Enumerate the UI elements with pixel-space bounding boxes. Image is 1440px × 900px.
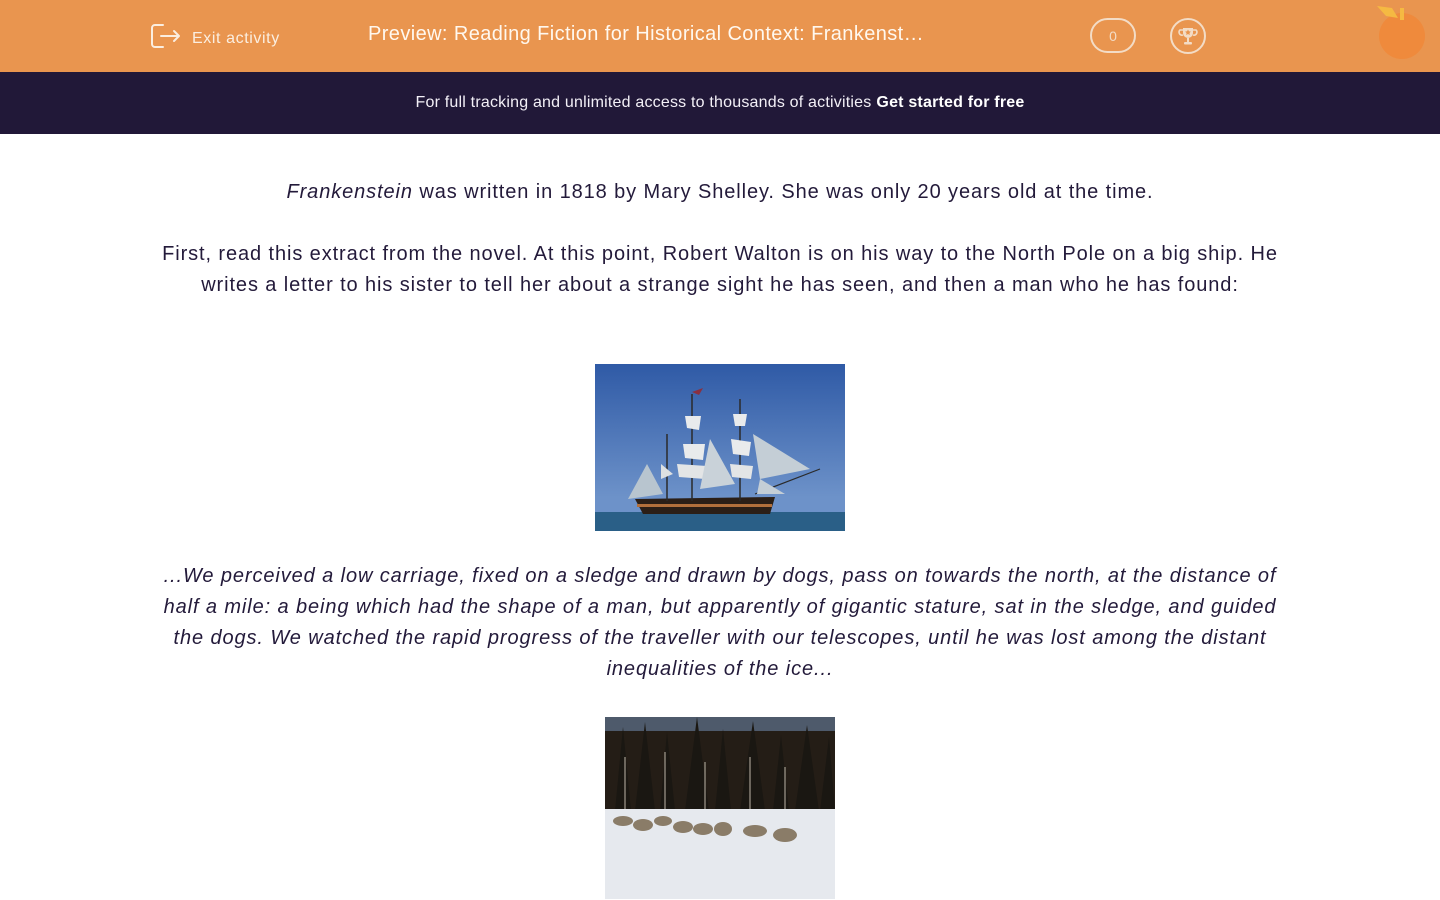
exit-activity-button[interactable] — [150, 22, 280, 55]
novel-extract: ...We perceived a low carriage, fixed on a sledge and drawn by dogs, pass on towards the north, at the distance of half a mile: a being which had the shape of a man, but apparently of gigantic stature, sat in the sledge, and guided the dogs. We watched the rapid progress of the traveller with our telescopes, until he was lost among the distant inequalities of the ice... — [163, 565, 1277, 680]
orange-logo — [1376, 4, 1432, 62]
top-bar — [0, 0, 1440, 72]
ship-image — [595, 364, 845, 531]
exit-activity-label: Exit activity — [192, 29, 280, 47]
activity-title: Preview: Reading Fiction for Historical Context: Frankenst… — [368, 23, 925, 45]
get-started-link[interactable]: Get started for free — [876, 94, 1025, 111]
activity-content — [150, 172, 1290, 301]
intro-paragraph: Frankenstein was written in 1818 by Mary Shelley. She was only 20 years old at the time. — [286, 181, 1154, 203]
sled-dogs-image — [605, 717, 835, 899]
trophy-button[interactable] — [1170, 18, 1206, 54]
trophy-icon — [1177, 25, 1199, 47]
banner-text: For full tracking and unlimited access to thousands of activities — [415, 94, 872, 111]
signup-banner — [0, 72, 1440, 134]
score-badge: 0 — [1090, 18, 1136, 53]
exit-icon — [150, 22, 182, 55]
novel-title: Frankenstein — [286, 181, 413, 203]
instructions-paragraph: First, read this extract from the novel. At this point, Robert Walton is on his way to the North Pole on a big ship. He writes a letter to his sister to tell her about a strange sight he has seen, and then a man who he has found: — [162, 243, 1278, 296]
